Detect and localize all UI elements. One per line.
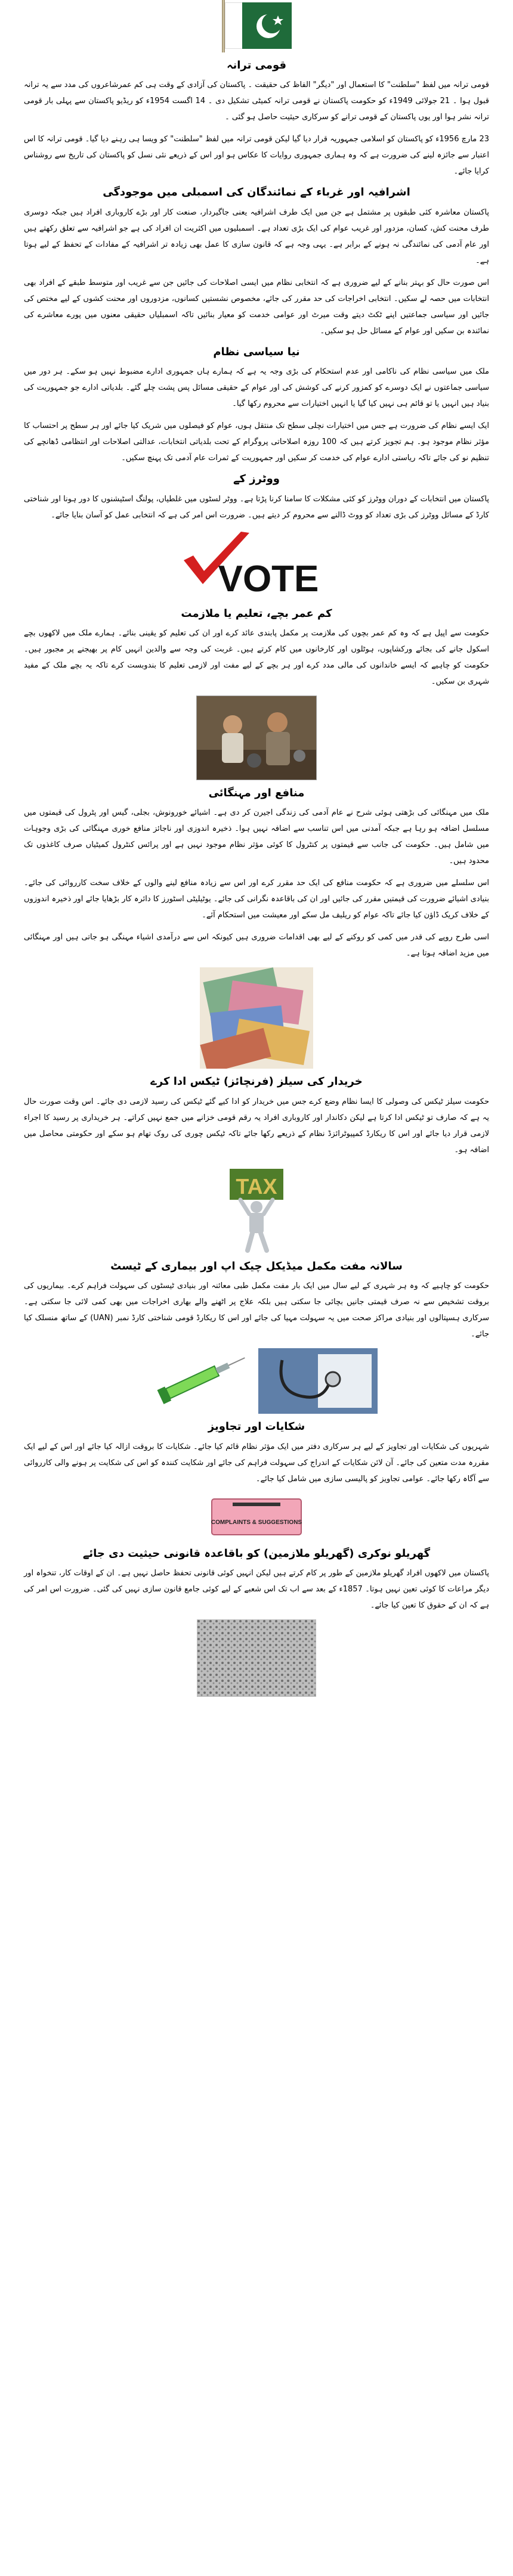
section-title-inflation: منافع اور مہنگائی: [208, 786, 305, 799]
section-title-anthem: قومی ترانہ: [226, 59, 287, 72]
section-title-suggestions: شکایات اور تجاویز: [208, 1420, 305, 1433]
paragraph: شہریوں کی شکایات اور تجاویز کے لیے ہر سرکاری دفتر میں ایک مؤثر نظام قائم کیا جائے۔ شکایات کا بروقت ازالہ کیا جائے اور اس کے لیے ایک مقررہ مدت متعین کی جائے۔ آن لائن شکایات کے اندراج کی سہولت فراہم کی جائے اور شکایت کنندہ کو اس کی شکایت پر ہونے والی کارروائی سے آگاہ رکھا جائے۔ عوامی تجاویز کو پالیسی سازی میں شامل کیا جائے۔: [24, 1442, 489, 1483]
paragraph: ملک میں سیاسی نظام کی ناکامی اور عدم استحکام کی بڑی وجہ یہ ہے کہ ہمارے ہاں جمہوری ادارے مضبوط نہیں ہو سکے۔ ہر دور میں سیاسی جماعتوں نے ایک دوسرے کو کمزور کرنے کی کوشش کی اور عوام کے حقیقی مسائل پس پشت چلے گئے۔ بلدیاتی ادارے جو جمہوریت کی بنیاد ہیں انہیں یا تو قائم ہی نہیں کیا گیا یا انہیں اختیارات سے محروم رکھا گیا۔: [24, 367, 489, 409]
medical-images: [24, 1348, 489, 1414]
stethoscope-photo: [258, 1348, 378, 1414]
suggestions-box-figure: [24, 1493, 489, 1541]
paragraph: ملک میں مہنگائی کی بڑھتی ہوئی شرح نے عام آدمی کی زندگی اجیرن کر دی ہے۔ اشیائے خورونوش، بجلی، گیس اور پٹرول کی قیمتوں میں مسلسل اضافہ ہو رہا ہے جبکہ آمدنی میں اس تناسب سے اضافہ نہیں ہوا۔ ذخیرہ اندوزی اور ناجائز منافع خوری مہنگائی کی بڑی وجوہات میں شامل ہیں۔ حکومت کی جانب سے قیمتوں پر کنٹرول کا کوئی مؤثر نظام موجود نہیں ہے اور پرائس کنٹرول کمیٹیاں صرف کاغذوں تک محدود ہیں۔: [24, 808, 489, 866]
vote-figure: [24, 529, 489, 601]
pakistan-flag-figure: [0, 0, 513, 52]
paragraph: قومی ترانہ میں لفظ "سلطنت" کا استعمال اور "دیگر" الفاظ کی حقیقت ۔ پاکستان کی آزادی کے وقت ہی کم عمرشاعروں کی مدد سے یہ ترانہ قبول ہوا ۔ 21 جولائی 1949ء کو حکومت پاکستان نے قومی ترانہ کمیٹی تشکیل دی ۔ 14 اگست 1954ء کو ریڈیو پاکستان سے پہلی بار قومی ترانہ نشر ہوا اور یوں پاکستان کے قومی ترانے کو سرکاری حیثیت حاصل ہو گئی ۔: [24, 80, 489, 122]
section-title-tax: خریدار کی سیلز (فرنچائز) ٹیکس ادا کرے: [150, 1075, 363, 1088]
section-title-education: کم عمر بچے، تعلیم یا ملازمت: [181, 607, 332, 620]
texture-image: [24, 1619, 489, 1697]
suggestions-box-text: COMPLAINTS & SUGGESTIONS: [211, 1519, 302, 1526]
currency-notes-photo: [24, 967, 489, 1069]
section-title-health: سالانہ مفت مکمل میڈیکل چیک اپ اور بیماری کے ٹیسٹ: [110, 1259, 403, 1273]
section-title-elite: اشرافیہ اور غرباء کے نمائندگان کی اسمبلی میں موجودگی: [103, 186, 410, 199]
paragraph: اس صورت حال کو بہتر بنانے کے لیے ضروری ہے کہ انتخابی نظام میں ایسی اصلاحات کی جائیں جن سے غریب اور متوسط طبقے کے افراد بھی انتخابات میں حصہ لے سکیں۔ انتخابی اخراجات کی حد مقرر کی جائے، مخصوص نشستیں کسانوں، مزدوروں اور محنت کشوں کے لیے مختص کی جائیں اور سیاسی جماعتیں اپنے ٹکٹ دیتے وقت میرٹ اور عوامی خدمت کو معیار بنائیں تاکہ اسمبلیاں حقیقی معنوں میں پورے معاشرے کی نمائندہ بن سکیں اور عوام کے مسائل حل ہو سکیں۔: [24, 278, 489, 336]
section-title-votes: ووٹرز کے: [233, 473, 280, 486]
tax-figure: [24, 1164, 489, 1253]
article-body: [24, 58, 489, 1697]
paragraph: اس سلسلے میں ضروری ہے کہ حکومت منافع کی ایک حد مقرر کرے اور اس سے زیادہ منافع لینے والوں کے خلاف سخت کارروائی کی جائے۔ بنیادی اشیائے ضرورت کی قیمتیں مقرر کی جائیں اور ان کی باقاعدہ نگرانی کی جائے۔ یوٹیلیٹی اسٹورز کا دائرہ کار بڑھایا جائے اور ذخیرہ اندوزوں کے خلاف کریک ڈاؤن کیا جائے تاکہ عوام کو ریلیف مل سکے اور معیشت میں استحکام آئے۔: [24, 879, 489, 920]
tax-text: TAX: [236, 1174, 277, 1199]
paragraph: اسی طرح روپے کی قدر میں کمی کو روکنے کے لیے بھی اقدامات ضروری ہیں کیونکہ اس سے درآمدی اشیاء مہنگی ہو جاتی ہیں اور مہنگائی میں مزید اضافہ ہوتا ہے۔: [24, 933, 489, 958]
paragraph: 23 مارچ 1956ء کو پاکستان کو اسلامی جمہوریہ قرار دیا گیا لیکن قومی ترانہ میں لفظ "سلطنت" کو ویسا ہی رہنے دیا گیا۔ قومی ترانہ کا اس اعتبار سے جائزہ لینے کی ضرورت ہے کہ وہ ہماری جمہوری روایات کا عکاس ہو اور اس کے ذریعے نئی نسل کو پاکستان کی تاریخ سے روشناس کرایا جائے۔: [24, 135, 489, 176]
syringe-icon: [135, 1348, 255, 1414]
paragraph: پاکستان میں لاکھوں افراد گھریلو ملازمین کے طور پر کام کرتے ہیں لیکن انہیں کوئی قانونی تحفظ حاصل نہیں ہے۔ ان کے اوقات کار، تنخواہ اور دیگر مراعات کا کوئی تعین نہیں ہوتا۔ 1857ء کے بعد سے اب تک اس شعبے کے لیے کوئی جامع قانون سازی نہیں کی گئی۔ ضرورت اس امر کی ہے کہ ان کے حقوق کا تعین کیا جائے۔: [24, 1568, 489, 1610]
paragraph: حکومت سے اپیل ہے کہ وہ کم عمر بچوں کی ملازمت پر مکمل پابندی عائد کرے اور ان کی تعلیم کو یقینی بنائے۔ ہمارے ملک میں لاکھوں بچے اسکول جانے کی بجائے ورکشاپوں، ہوٹلوں اور کارخانوں میں کام کرتے ہیں۔ غربت کی وجہ سے والدین انہیں کام پر بھیجنے پر مجبور ہیں۔ حکومت کو چاہیے کہ ایسے خاندانوں کی مالی مدد کرے اور ہر بچے کے لیے مفت اور لازمی تعلیم کا بندوبست کرے تاکہ یہ بچے ملک کے مفید شہری بن سکیں۔: [24, 628, 489, 686]
section-title-justice: نیا سیاسی نظام: [213, 345, 300, 358]
paragraph: حکومت سیلز ٹیکس کی وصولی کا ایسا نظام وضع کرے جس میں خریدار کو ادا کیے گئے ٹیکس کی رسید لازمی دی جائے۔ اس وقت صورت حال یہ ہے کہ صارف تو ٹیکس ادا کرتا ہے لیکن دکاندار اور کاروباری افراد یہ رقم قومی خزانے میں جمع نہیں کراتے۔ ہر خریداری پر رسید کا اجراء لازمی قرار دیا جائے اور اس کا ریکارڈ کمپیوٹرائزڈ نظام کے ذریعے رکھا جائے تاکہ ٹیکس چوری کی روک تھام ہو سکے اور حکومتی محاصل میں اضافہ ہو۔: [24, 1097, 489, 1154]
paragraph: پاکستان میں انتخابات کے دوران ووٹرز کو کئی مشکلات کا سامنا کرنا پڑتا ہے۔ ووٹر لسٹوں میں غلطیاں، پولنگ اسٹیشنوں کا دور ہونا اور شناختی کارڈ کے مسائل ووٹرز کی بڑی تعداد کو ووٹ ڈالنے سے محروم کر دیتے ہیں۔ ضرورت اس امر کی ہے کہ انتخابی عمل کو آسان بنایا جائے۔: [24, 494, 489, 520]
paragraph: ایک ایسے نظام کی ضرورت ہے جس میں اختیارات نچلی سطح تک منتقل ہوں، عوام کو فیصلوں میں شریک کیا جائے اور ہر سطح پر احتساب کا مؤثر نظام موجود ہو۔ ہم تجویز کرتے ہیں کہ 100 روزہ اصلاحاتی پروگرام کے تحت بلدیاتی انتخابات، عدالتی اصلاحات اور انتظامی ڈھانچے کی تنظیم نو کی جائے تاکہ ریاستی ادارے عوام کی خدمت کر سکیں اور جمہوریت کے ثمرات عام آدمی تک پہنچ سکیں۔: [24, 421, 489, 463]
section-title-domestic: گھریلو نوکری (گھریلو ملازمین) کو باقاعدہ قانونی حیثیت دی جائے: [82, 1547, 431, 1560]
paragraph: پاکستان معاشرہ کئی طبقوں پر مشتمل ہے جن میں ایک طرف اشرافیہ یعنی جاگیردار، صنعت کار اور بڑے کاروباری افراد ہیں جبکہ دوسری طرف محنت کش، کسان، مزدور اور غریب عوام کی ایک بڑی تعداد ہے۔ اسمبلیوں میں اکثریت ان افراد کی ہے جو اشرافیہ سے تعلق رکھتے ہیں اور عام آدمی کی نمائندگی نہ ہونے کے برابر ہے۔ یہی وجہ ہے کہ قانون سازی کا عمل بھی زیادہ تر اشرافیہ کے مفادات کے تحفظ کے لیے ہوتا ہے۔: [24, 207, 489, 265]
vote-text: VOTE: [218, 558, 319, 600]
paragraph: حکومت کو چاہیے کہ وہ ہر شہری کے لیے سال میں ایک بار مفت مکمل طبی معائنہ اور بنیادی ٹیسٹوں کی سہولت فراہم کرے۔ بیماریوں کی بروقت تشخیص سے نہ صرف قیمتی جانیں بچائی جا سکتی ہیں بلکہ علاج پر اٹھنے والے بھاری اخراجات میں بھی کمی لائی جا سکتی ہے۔ سرکاری ہسپتالوں اور بنیادی مراکز صحت میں یہ سہولت مہیا کی جائے اور اس کا ریکارڈ قومی شناختی کارڈ نمبر (UAN) کے ساتھ منسلک کیا جائے۔: [24, 1281, 489, 1339]
child-labour-photo: [24, 696, 489, 780]
pakistan-flag-icon: [225, 2, 292, 49]
vote-checkmark-icon: [179, 529, 334, 601]
